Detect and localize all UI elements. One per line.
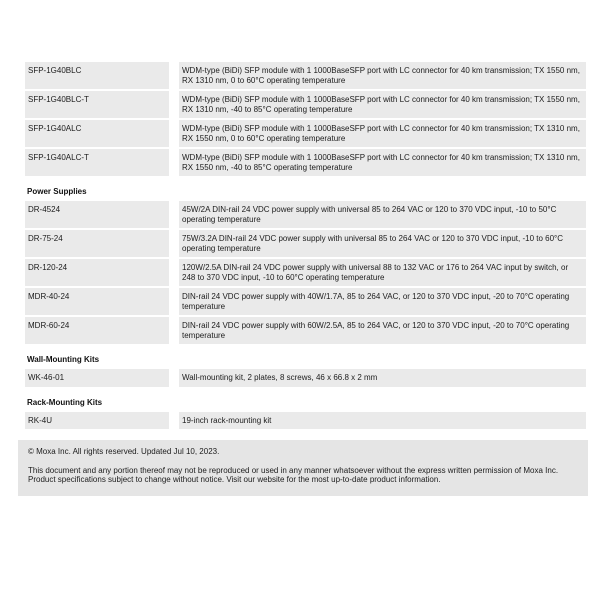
model-description-cell: 75W/3.2A DIN-rail 24 VDC power supply with universal 85 to 264 VAC or 120 to 370 VDC input, -10 to 60°C operating temperature [179,230,586,257]
table-row [25,412,586,430]
table-row [25,230,586,257]
table-row [25,149,586,176]
model-description-cell: WDM-type (BiDi) SFP module with 1 1000BaseSFP port with LC connector for 40 km transmission; TX 1550 nm, RX 1310 nm, 0 to 60°C operating temperature [179,62,586,89]
table-row [25,317,586,344]
table-row [25,201,586,228]
spec-table [25,62,586,431]
table-row [25,62,586,89]
model-description-cell: WDM-type (BiDi) SFP module with 1 1000BaseSFP port with LC connector for 40 km transmission; TX 1550 nm, RX 1310 nm, -40 to 85°C operating temperature [179,91,586,118]
model-name-cell: SFP-1G40ALC [25,120,169,147]
table-row [25,259,586,286]
section-title: Wall-Mounting Kits [27,355,100,364]
model-name-cell: WK-46-01 [25,369,169,387]
table-row [25,91,586,118]
model-description-cell: Wall-mounting kit, 2 plates, 8 screws, 46 x 66.8 x 2 mm [179,369,586,387]
model-description-cell: DIN-rail 24 VDC power supply with 40W/1.7A, 85 to 264 VAC, or 120 to 370 VDC input, -20 to 70°C operating temperature [179,288,586,315]
model-name-cell: MDR-40-24 [25,288,169,315]
table-row [25,120,586,147]
page-footer [18,440,588,496]
model-description-cell: 19-inch rack-mounting kit [179,412,586,430]
section-title: Power Supplies [27,187,87,196]
model-name-cell: DR-4524 [25,201,169,228]
model-name-cell: MDR-60-24 [25,317,169,344]
model-name-cell: DR-120-24 [25,259,169,286]
model-description-cell: DIN-rail 24 VDC power supply with 60W/2.5A, 85 to 264 VAC, or 120 to 370 VDC input, -20 to 70°C operating temperature [179,317,586,344]
model-name-cell: SFP-1G40BLC-T [25,91,169,118]
section-title: Rack-Mounting Kits [27,397,103,407]
copyright-text: © Moxa Inc. All rights reserved. Updated Jul 10, 2023. [28,447,220,456]
table-row [25,288,586,315]
model-name-cell: DR-75-24 [25,230,169,257]
model-name-cell: SFP-1G40BLC [25,62,169,89]
model-description-cell: 45W/2A DIN-rail 24 VDC power supply with universal 85 to 264 VAC or 120 to 370 VDC input, -10 to 50°C operating temperature [179,201,586,228]
model-description-cell: 120W/2.5A DIN-rail 24 VDC power supply with universal 88 to 132 VAC or 176 to 264 VAC input by switch, or 248 to 370 VDC input, -10 to 60°C operating temperature [179,259,586,286]
disclaimer-text: This document and any portion thereof may not be reproduced or used in any manner whatsoever without the express written permission of Moxa Inc. Product specifications subject to change without notice. Visit our website for the most up-to-date product information. [28,465,559,484]
model-description-cell: WDM-type (BiDi) SFP module with 1 1000BaseSFP port with LC connector for 40 km transmission; TX 1310 nm, RX 1550 nm, 0 to 60°C operating temperature [179,120,586,147]
model-description-cell: WDM-type (BiDi) SFP module with 1 1000BaseSFP port with LC connector for 40 km transmission; TX 1310 nm, RX 1550 nm, -40 to 85°C operating temperature [179,149,586,176]
model-name-cell: RK-4U [25,412,169,430]
table-row [25,369,586,387]
model-name-cell: SFP-1G40ALC-T [25,149,169,176]
